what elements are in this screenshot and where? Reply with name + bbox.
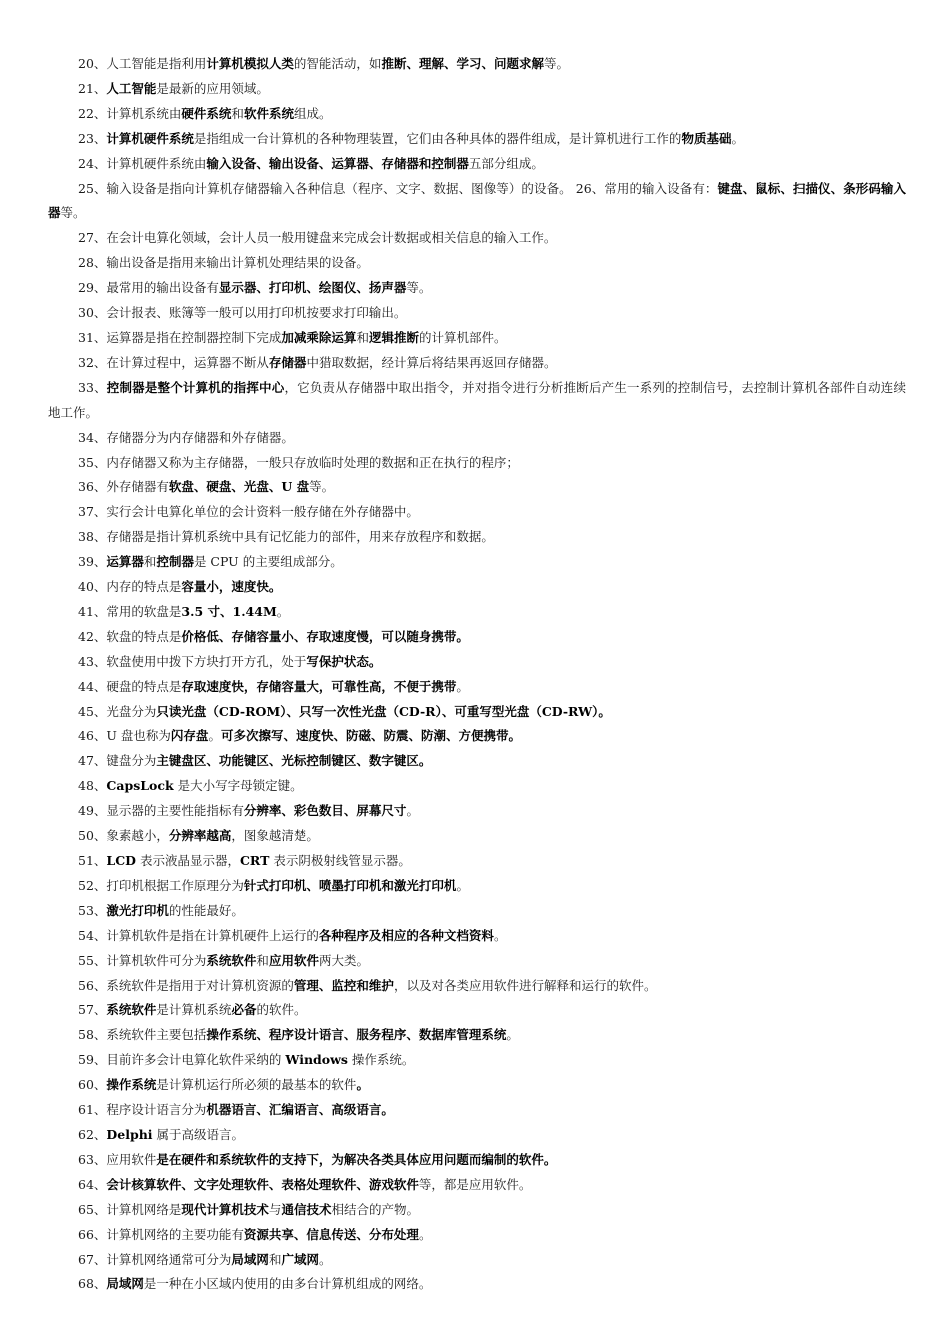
text-segment: 35、内存储器又称为主存储器，一般只存放临时处理的数据和正在执行的程序；: [78, 454, 519, 470]
text-segment: 。: [506, 1027, 519, 1043]
text-segment: 是一种在小区域内使用的由多台计算机组成的网络。: [143, 1276, 432, 1292]
text-segment: 等。: [406, 280, 432, 296]
text-segment: 属于高级语言。: [152, 1126, 245, 1142]
text-segment: 39、: [78, 554, 107, 570]
text-segment: 32、在计算过程中，运算器不断从: [78, 354, 269, 370]
list-item-31: [48, 326, 906, 351]
list-item-53: [48, 899, 906, 924]
text-segment: 等。: [309, 479, 335, 495]
bold-text: 机器语言、汇编语言、高级语言。: [206, 1102, 394, 1118]
text-segment: 53、: [78, 902, 107, 918]
bold-text: 操作系统、程序设计语言、服务程序、数据库管理系统: [206, 1027, 507, 1043]
text-segment: 两大类。: [318, 952, 369, 968]
text-segment: 34、存储器分为内存储器和外存储器。: [78, 429, 294, 445]
list-item-28: [48, 251, 906, 276]
text-segment: 21、: [78, 80, 107, 96]
text-segment: 等。: [60, 205, 86, 221]
list-item-62: [48, 1123, 906, 1148]
text-segment: 33、: [78, 379, 107, 395]
text-segment: 。: [731, 130, 744, 146]
list-item-37: [48, 500, 906, 525]
bold-text: 只读光盘（CD-ROM）、只写一次性光盘（CD-R）、可重写型光盘（CD-RW）。: [156, 703, 611, 719]
bold-text: Windows: [285, 1052, 348, 1068]
list-item-59: [48, 1048, 906, 1073]
bold-text: 资源共享、信息传送、分布处理: [243, 1226, 419, 1242]
bold-text: 分辨率、彩色数目、屏幕尺寸: [243, 803, 407, 819]
list-item-48: [48, 774, 906, 799]
list-item-24: [48, 152, 906, 177]
bold-text: 软盘、硬盘、光盘、U 盘: [168, 479, 310, 495]
list-item-44: [48, 675, 906, 700]
text-segment: 24、计算机硬件系统由: [78, 155, 207, 171]
text-segment: 。: [493, 927, 507, 943]
text-segment: 的性能最好。: [168, 902, 244, 918]
text-segment: 48、: [78, 778, 107, 794]
list-item-65: [48, 1198, 906, 1223]
list-item-46: [48, 724, 906, 749]
bold-text: CapsLock: [106, 778, 174, 794]
bold-text: 写保护状态。: [306, 653, 382, 669]
bold-text: 管理、监控和维护: [293, 977, 394, 993]
text-segment: 是 CPU 的主要组成部分。: [193, 554, 343, 570]
bold-text: 应用软件: [268, 952, 319, 968]
list-item-54: [48, 924, 906, 949]
list-item-42: [48, 625, 906, 650]
text-segment: 65、计算机网络是: [78, 1201, 182, 1217]
list-item-23: [48, 127, 906, 152]
text-segment: 五部分组成。: [468, 155, 544, 171]
text-segment: 50、象素越小，: [78, 828, 169, 844]
list-item-58: [48, 1023, 906, 1048]
text-segment: 23、: [78, 130, 107, 146]
bold-text: 闪存盘: [170, 728, 209, 744]
list-item-68: [48, 1272, 906, 1297]
bold-text: 主键盘区、功能键区、光标控制键区、数字键区。: [156, 753, 432, 769]
list-item-56: [48, 974, 906, 999]
bold-text: 现代计算机技术: [181, 1201, 269, 1217]
text-segment: 56、系统软件是指用于对计算机资源的: [78, 977, 294, 993]
text-segment: 22、计算机系统由: [78, 105, 182, 121]
list-item-22: [48, 102, 906, 127]
item-list: [48, 52, 906, 1297]
text-segment: 与: [268, 1201, 282, 1217]
text-segment: 。: [276, 603, 290, 619]
bold-text: 逻辑推断: [368, 329, 419, 345]
list-item-45: [48, 700, 906, 725]
text-segment: 43、软盘使用中拨下方块打开方孔，处于: [78, 653, 307, 669]
text-segment: 29、最常用的输出设备有: [78, 280, 219, 296]
bold-text: 加减乘除运算: [281, 329, 357, 345]
list-item-60: [48, 1073, 906, 1098]
list-item-51: [48, 849, 906, 874]
text-segment: 62、: [78, 1126, 107, 1142]
text-segment: 68、: [78, 1276, 107, 1292]
text-segment: 表示阴极射线管显示器。: [269, 853, 411, 868]
text-segment: 38、存储器是指计算机系统中具有记忆能力的部件，用来存放程序和数据。: [78, 529, 494, 545]
list-item-21: [48, 77, 906, 102]
list-item-47: [48, 749, 906, 774]
text-segment: 30、会计报表、账簿等一般可以用打印机按要求打印输出。: [78, 305, 407, 321]
list-item-36: [48, 475, 906, 500]
text-segment: 66、计算机网络的主要功能有: [78, 1226, 244, 1242]
list-item-49: [48, 799, 906, 824]
bold-text: 存储器: [268, 354, 307, 370]
bold-text: 人工智能: [106, 80, 157, 96]
text-segment: 是指组成一台计算机的各种物理装置，它们由各种具体的器件组成，是计算机进行工作的: [193, 130, 682, 146]
text-segment: 20、人工智能是指利用: [78, 56, 207, 71]
bold-text: 操作系统: [106, 1077, 157, 1093]
text-segment: 25、输入设备是指向计算机存储器输入各种信息（程序、文字、数据、图像等）的设备。 26、常用的输入设备有：: [78, 180, 718, 196]
bold-text: 必备: [231, 1002, 257, 1018]
text-segment: 40、内存的特点是: [78, 579, 182, 595]
text-segment: 27、在会计电算化领域，会计人员一般用键盘来完成会计数据或相关信息的输入工作。: [78, 230, 557, 246]
text-segment: 。: [208, 728, 221, 744]
text-segment: 54、计算机软件是指在计算机硬件上运行的: [78, 927, 319, 943]
text-segment: 组成。: [293, 105, 332, 121]
text-segment: 44、硬盘的特点是: [78, 678, 182, 694]
list-item-25: [48, 177, 906, 227]
text-segment: 等，都是应用软件。: [418, 1176, 532, 1192]
list-item-32: [48, 351, 906, 376]
bold-text: 分辨率越高: [168, 828, 232, 844]
list-item-55: [48, 949, 906, 974]
text-segment: 41、常用的软盘是: [78, 603, 182, 619]
bold-text: 可多次擦写、速度快、防磁、防震、防潮、方便携带。: [220, 728, 521, 744]
list-item-38: [48, 525, 906, 550]
bold-text: 3.5 寸、1.44M: [181, 603, 277, 619]
text-segment: 45、光盘分为: [78, 703, 157, 719]
text-segment: 。: [456, 877, 469, 893]
bold-text: 系统软件: [206, 952, 257, 968]
list-item-30: [48, 301, 906, 326]
text-segment: 和: [231, 105, 244, 121]
list-item-64: [48, 1173, 906, 1198]
bold-text: 。: [356, 1077, 369, 1093]
text-segment: 36、外存储器有: [78, 479, 169, 495]
text-segment: 37、实行会计电算化单位的会计资料一般存储在外存储器中。: [78, 504, 419, 520]
list-item-52: [48, 874, 906, 899]
bold-text: 硬件系统: [181, 105, 232, 121]
text-segment: 52、打印机根据工作原理分为: [78, 877, 244, 893]
text-segment: 。: [418, 1226, 432, 1242]
bold-text: 局域网: [231, 1251, 269, 1267]
bold-text: 局域网: [106, 1276, 144, 1292]
list-item-34: [48, 426, 906, 451]
bold-text: 广域网: [281, 1251, 319, 1267]
bold-text: CRT: [239, 853, 270, 868]
text-segment: 61、程序设计语言分为: [78, 1102, 207, 1118]
text-segment: 67、计算机网络通常可分为: [78, 1251, 232, 1267]
text-segment: 。: [406, 803, 419, 819]
bold-text: Delphi: [106, 1126, 153, 1142]
text-segment: 63、应用软件: [78, 1151, 157, 1167]
text-segment: 的计算机部件。: [418, 329, 507, 345]
list-item-61: [48, 1098, 906, 1123]
list-item-35: [48, 451, 906, 476]
list-item-63: [48, 1148, 906, 1173]
text-segment: 操作系统。: [347, 1052, 415, 1068]
bold-text: 激光打印机: [106, 902, 169, 918]
text-segment: 和: [268, 1251, 282, 1267]
bold-text: 存取速度快，存储容量大，可靠性高，不便于携带: [181, 678, 457, 694]
text-segment: 42、软盘的特点是: [78, 628, 182, 644]
text-segment: 55、计算机软件可分为: [78, 952, 207, 968]
text-segment: 64、: [78, 1176, 107, 1192]
bold-text: 会计核算软件、文字处理软件、表格处理软件、游戏软件: [106, 1176, 419, 1192]
text-segment: 。: [318, 1251, 332, 1267]
text-segment: 是大小写字母锁定键。: [173, 778, 303, 794]
text-segment: 中猎取数据，经计算后将结果再返回存储器。: [306, 354, 557, 370]
text-segment: 58、系统软件主要包括: [78, 1027, 207, 1043]
text-segment: 表示液晶显示器，: [135, 853, 240, 868]
text-segment: 和: [256, 952, 269, 968]
bold-text: 容量小，速度快。: [181, 579, 282, 595]
list-item-20: [48, 52, 906, 77]
text-segment: 是计算机系统: [156, 1002, 232, 1018]
text-segment: 的软件。: [256, 1002, 307, 1018]
list-item-67: [48, 1248, 906, 1273]
text-segment: 的智能活动，如: [293, 56, 382, 71]
bold-text: 键盘、鼠标、扫描仪、条形码输入器: [48, 180, 906, 221]
text-segment: 等。: [543, 56, 569, 71]
bold-text: 是在硬件和系统软件的支持下，为解决各类具体应用问题而编制的软件。: [156, 1151, 557, 1167]
text-segment: ，图象越清楚。: [231, 828, 319, 844]
list-item-66: [48, 1223, 906, 1248]
text-segment: 和: [143, 554, 157, 570]
text-segment: 是计算机运行所必须的最基本的软件: [156, 1077, 357, 1093]
text-segment: 51、: [78, 853, 107, 868]
text-segment: 49、显示器的主要性能指标有: [78, 803, 244, 819]
text-segment: 59、目前许多会计电算化软件采纳的: [78, 1052, 286, 1068]
bold-text: 针式打印机、喷墨打印机和激光打印机: [243, 877, 457, 893]
bold-text: 各种程序及相应的各种文档资料: [318, 927, 494, 943]
list-item-40: [48, 575, 906, 600]
bold-text: 控制器: [156, 554, 194, 570]
bold-text: 运算器: [106, 554, 144, 570]
list-item-33: [48, 376, 906, 426]
list-item-50: [48, 824, 906, 849]
text-segment: 57、: [78, 1002, 107, 1018]
text-segment: 60、: [78, 1077, 107, 1093]
bold-text: 计算机硬件系统: [106, 130, 194, 146]
text-segment: 31、运算器是指在控制器控制下完成: [78, 329, 282, 345]
text-segment: ，以及对各类应用软件进行解释和运行的软件。: [393, 977, 657, 993]
list-item-41: [48, 600, 906, 625]
bold-text: 通信技术: [281, 1201, 332, 1217]
text-segment: 是最新的应用领域。: [156, 80, 269, 96]
list-item-57: [48, 998, 906, 1023]
list-item-39: [48, 550, 906, 575]
bold-text: 推断、理解、学习、问题求解: [381, 56, 544, 71]
text-segment: 和: [356, 329, 369, 345]
text-segment: 28、输出设备是指用来输出计算机处理结果的设备。: [78, 255, 369, 271]
bold-text: 显示器、打印机、绘图仪、扬声器: [218, 280, 407, 296]
bold-text: 控制器是整个计算机的指挥中心: [106, 379, 285, 395]
text-segment: 46、U 盘也称为: [78, 728, 171, 744]
text-segment: 47、键盘分为: [78, 753, 157, 769]
bold-text: 计算机模拟人类: [206, 56, 294, 71]
bold-text: 系统软件: [106, 1002, 157, 1018]
list-item-43: [48, 650, 906, 675]
list-item-27: [48, 226, 906, 251]
list-item-29: [48, 276, 906, 301]
text-segment: 相结合的产物。: [331, 1201, 419, 1217]
bold-text: 物质基础: [681, 130, 732, 146]
text-segment: 。: [456, 678, 469, 694]
bold-text: LCD: [106, 853, 136, 868]
bold-text: 软件系统: [243, 105, 294, 121]
bold-text: 价格低、存储容量小、存取速度慢，可以随身携带。: [181, 628, 469, 644]
bold-text: 输入设备、输出设备、运算器、存储器和控制器: [206, 155, 469, 171]
text-segment: ，它负责从存储器中取出指令，并对指令进行分析推断后产生一系列的控制信号，去控制计算机各部件自动连续地工作。: [48, 379, 906, 420]
